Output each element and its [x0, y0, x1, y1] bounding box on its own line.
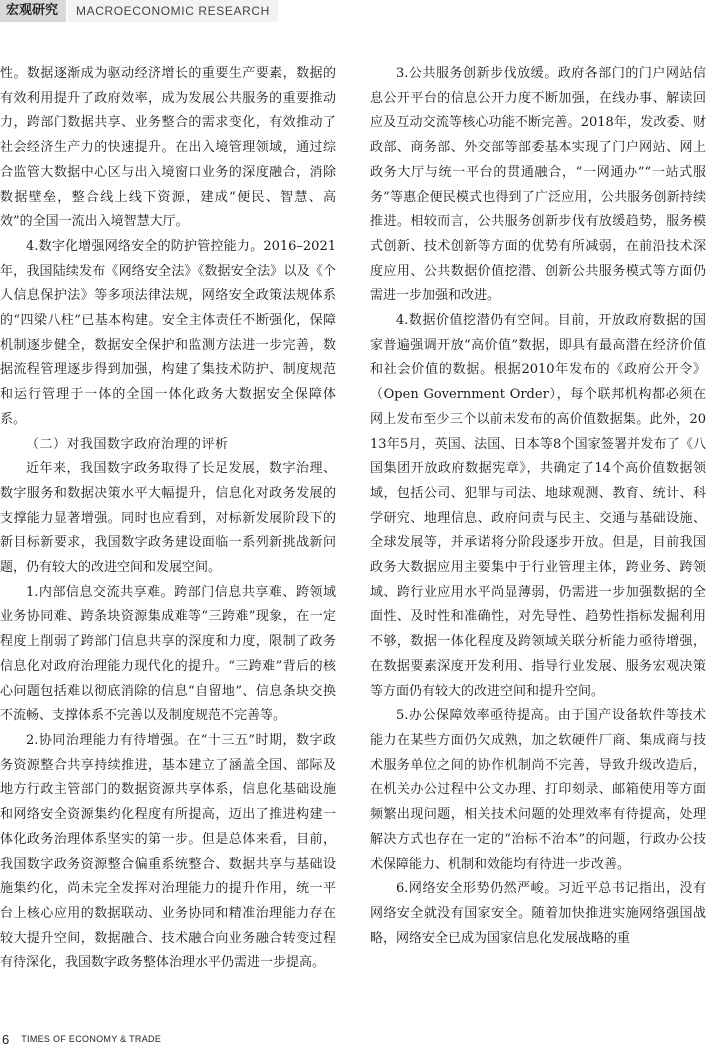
paragraph: 近年来，我国数字政务取得了长足发展，数字治理、数字服务和数据决策水平大幅提升，信息化对政务发展的支撑能力显著增强。同时也应看到，对标新发展阶段下的新目标新要求，我国数字政务建设面临一系列新挑战新问题，仍有较大的改进空间和发展空间。	[0, 461, 336, 576]
section-label-cn: 宏观研究	[0, 0, 66, 22]
section-label-en: MACROECONOMIC RESEARCH	[66, 0, 278, 22]
subheading: （二）对我国数字政府治理的评析	[26, 436, 229, 452]
paragraph: 4.数字化增强网络安全的防护管控能力。2016–2021年，我国陆续发布《网络安全法》《数据安全法》以及《个人信息保护法》等多项法律法规，网络安全政策法规体系的“四梁八柱”已基本构建。安全主体责任不断强化，保障机制逐步健全，数据安全保护和监测方法进一步完善，数据流程管理逐步得到加强，构建了集技术防护、制度规范和运行管理于一体的全国一体化政务大数据安全保障体系。	[0, 238, 336, 427]
paragraph: 4.数据价值挖潜仍有空间。目前，开放政府数据的国家普遍强调开放“高价值”数据，即具有最高潜在经济价值和社会价值的数据。根据2010年发布的《政府公开令》（Open Government Order），每个联邦机构都必须在网上发布至少三个以前未发布的高价值数据集。此外，2013年5月，英国、法国、日本等8个国家签署并发布了《八国集团开放政府数据宪章》，共确定了14个高价值数据领域，包括公司、犯罪与司法、地球观测、教育、统计、科学研究、地理信息、政府问责与民主、交通与基础设施、全球发展等，并承诺将分阶段逐步开放。但是，目前我国政务大数据应用主要集中于行业管理主体，跨业务、跨领域、跨行业应用水平尚显薄弱，仍需进一步加强数据的全面性、及时性和准确性，对先导性、趋势性指标发掘利用不够，数据一体化程度及跨领域关联分析能力亟待增强，在数据要素深度开发利用、指导行业发展、服务宏观决策等方面仍有较大的改进空间和提升空间。	[370, 313, 706, 699]
paragraph: 6.网络安全形势仍然严峻。习近平总书记指出，没有网络安全就没有国家安全。随着加快推进实施网络强国战略，网络安全已成为国家信息化发展战略的重	[370, 881, 706, 946]
paragraph: 性。数据逐渐成为驱动经济增长的重要生产要素，数据的有效利用提升了政府效率，成为发展公共服务的重要推动力，跨部门数据共享、业务整合的需求变化，有效推动了社会经济生产力的快速提升。在出入境管理领域，通过综合监管大数据中心区与出入境窗口业务的深度融合，消除数据壁垒，整合线上线下资源，建成“便民、智慧、高效”的全国一流出入境智慧大厅。	[0, 66, 336, 230]
paragraph: 2.协同治理能力有待增强。在“十三五”时期，数字政务资源整合共享持续推进，基本建立了涵盖全国、部际及地方行政主管部门的数据资源共享体系，信息化基础设施和网络安全资源集约化程度有所提高，迈出了推进构建一体化政务治理体系坚实的第一步。但是总体来看，目前，我国数字政务资源整合偏重系统整合、数据共享与基础设施集约化，尚未完全发挥对治理能力的提升作用，统一平台上核心应用的数据联动、业务协同和精准治理能力存在较大提升空间，数据融合、技术融合向业务融合转变过程有待深化，我国数字政务整体治理水平仍需进一步提高。	[0, 732, 336, 971]
paragraph: 5.办公保障效率亟待提高。由于国产设备软件等技术能力在某些方面仍欠成熟，加之软硬件厂商、集成商与技术服务单位之间的协作机制尚不完善，导致升级改造后，在机关办公过程中公文办理、打印刻录、邮箱使用等方面频繁出现问题，相关技术问题的处理效率有待提高，处理解决方式也存在一定的“治标不治本”的问题，行政办公技术保障能力、机制和效能均有待进一步改善。	[370, 708, 706, 872]
page-number: 6	[2, 1031, 10, 1047]
running-header	[0, 0, 278, 22]
paragraph: 1.内部信息交流共享难。跨部门信息共享难、跨领域业务协同难、跨条块资源集成难等“三跨难”现象，在一定程度上削弱了跨部门信息共享的深度和力度，限制了政务信息化对政府治理能力现代化的提升。“三跨难”背后的核心问题包括难以彻底消除的信息“自留地”、信息条块交换不流畅、支撑体系不完善以及制度规范不完善等。	[0, 584, 336, 724]
journal-title: TIMES OF ECONOMY & TRADE	[21, 1034, 162, 1044]
paragraph: 3.公共服务创新步伐放缓。政府各部门的门户网站信息公开平台的信息公开力度不断加强，在线办事、解读回应及互动交流等核心功能不断完善。2018年，发改委、财政部、商务部、外交部等部委基本实现了门户网站、网上政务大厅与统一平台的贯通融合，“一网通办”“一站式服务”等惠企便民模式也得到了广泛应用，公共服务创新持续推进。相较而言，公共服务创新步伐有放缓趋势，服务模式创新、技术创新等方面的优势有所减弱，在前沿技术深度应用、公共数据价值挖潜、创新公共服务模式等方面仍需进一步加强和改进。	[370, 66, 706, 304]
left-column	[0, 62, 336, 976]
right-column	[370, 62, 706, 951]
page-footer	[0, 1030, 161, 1048]
